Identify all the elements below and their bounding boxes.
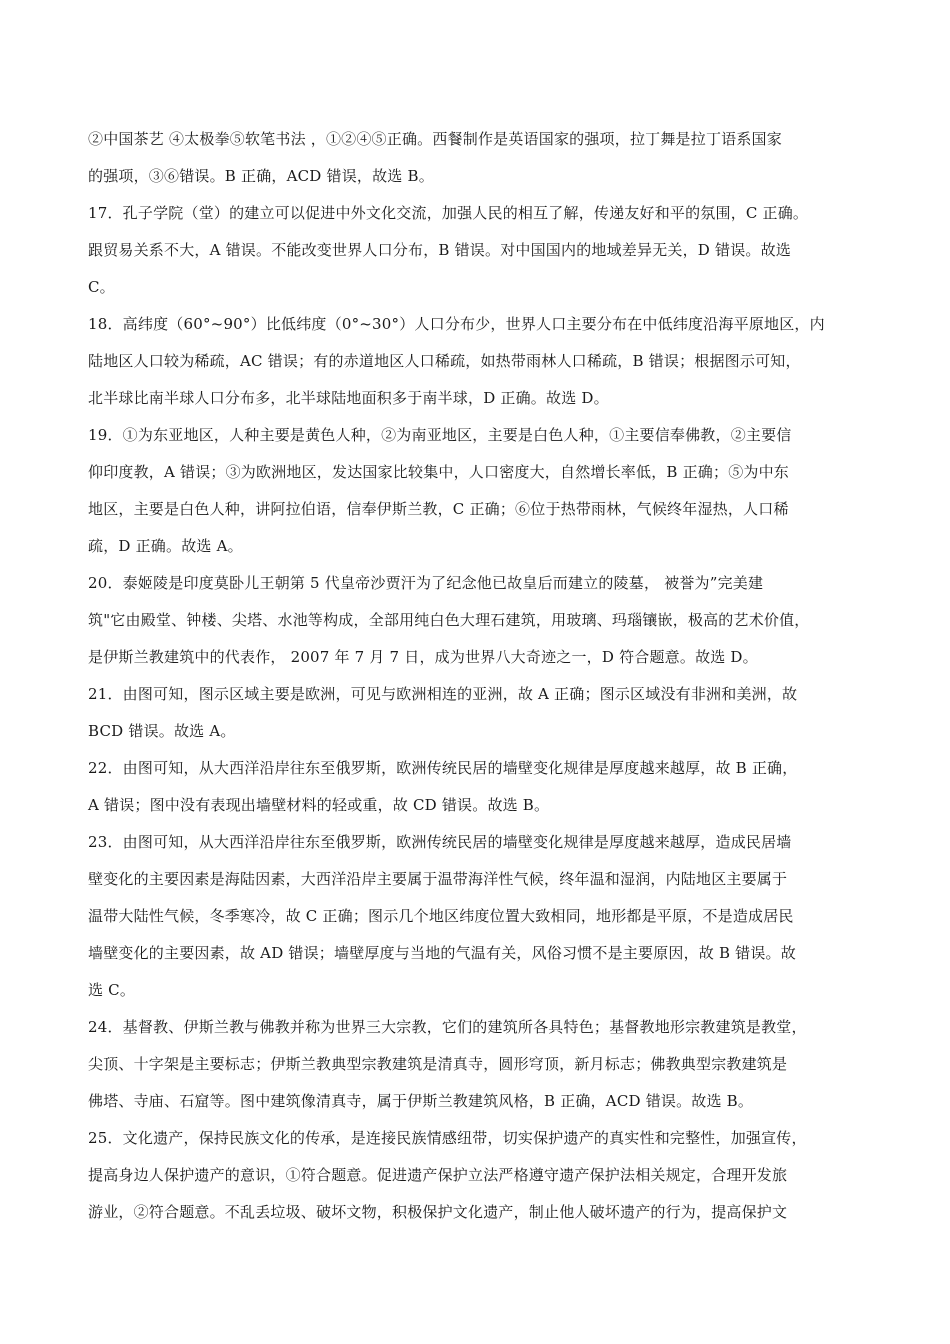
text-line: 地区，主要是白色人种，讲阿拉伯语，信奉伊斯兰教，C 正确；⑥位于热带雨林，气候终年湿热，人口稀	[88, 500, 789, 518]
text-line: 22．由图可知，从大西洋沿岸往东至俄罗斯，欧洲传统民居的墙壁变化规律是厚度越来越厚，故 B 正确，	[88, 759, 798, 777]
text-line: 24．基督教、伊斯兰教与佛教并称为世界三大宗教，它们的建筑所各具特色；基督教地形宗教建筑是教堂，	[88, 1018, 807, 1036]
text-line: 21．由图可知，图示区域主要是欧洲，可见与欧洲相连的亚洲，故 A 正确；图示区域没有非洲和美洲，故	[88, 685, 798, 703]
text-line: 壁变化的主要因素是海陆因素，大西洋沿岸主要属于温带海洋性气候，终年温和湿润，内陆地区主要属于	[88, 870, 788, 888]
text-line: ②中国茶艺 ④太极拳⑤软笔书法 ，①②④⑤正确。西餐制作是英语国家的强项，拉丁舞是拉丁语系国家	[88, 130, 782, 148]
text-line: 23．由图可知，从大西洋沿岸往东至俄罗斯，欧洲传统民居的墙壁变化规律是厚度越来越厚，造成民居墙	[88, 833, 792, 851]
text-line: A 错误；图中没有表现出墙壁材料的轻或重，故 CD 错误。故选 B。	[88, 796, 550, 814]
text-line: 游业，②符合题意。不乱丢垃圾、破坏文物，积极保护文化遗产，制止他人破坏遗产的行为，提高保护文	[88, 1203, 788, 1221]
text-line: 佛塔、寺庙、石窟等。图中建筑像清真寺，属于伊斯兰教建筑风格，B 正确，ACD 错误。故选 B。	[88, 1092, 754, 1110]
text-line: 18．高纬度（60°~90°）比低纬度（0°~30°）人口分布少，世界人口主要分布在中低纬度沿海平原地区，内	[88, 315, 825, 333]
text-line: 筑"它由殿堂、钟楼、尖塔、水池等构成，全部用纯白色大理石建筑，用玻璃、玛瑙镶嵌，极高的艺术价值，	[88, 611, 810, 629]
text-line: 仰印度教，A 错误；③为欧洲地区，发达国家比较集中，人口密度大，自然增长率低，B 正确；⑤为中东	[88, 463, 789, 481]
text-line: 17．孔子学院（堂）的建立可以促进中外文化交流，加强人民的相互了解，传递友好和平的氛围，C 正确。	[88, 204, 809, 222]
text-line: 20．泰姬陵是印度莫卧儿王朝第 5 代皇帝沙贾汗为了纪念他已故皇后而建立的陵墓， 被誉为”完美建	[88, 574, 764, 592]
text-line: 墙壁变化的主要因素，故 AD 错误；墙壁厚度与当地的气温有关，风俗习惯不是主要原因，故 B 错误。故	[88, 944, 796, 962]
text-line: 的强项，③⑥错误。B 正确，ACD 错误，故选 B。	[88, 167, 434, 185]
text-line: 陆地区人口较为稀疏，AC 错误；有的赤道地区人口稀疏，如热带雨林人口稀疏，B 错误；根据图示可知，	[88, 352, 801, 370]
text-line: 跟贸易关系不大，A 错误。不能改变世界人口分布，B 错误。对中国国内的地域差异无关，D 错误。故选	[88, 241, 791, 259]
text-line: 19．①为东亚地区，人种主要是黄色人种，②为南亚地区，主要是白色人种，①主要信奉佛教，②主要信	[88, 426, 792, 444]
text-line: 温带大陆性气候，冬季寒冷，故 C 正确；图示几个地区纬度位置大致相同，地形都是平原，不是造成居民	[88, 907, 794, 925]
text-line: 疏，D 正确。故选 A。	[88, 537, 243, 555]
text-line: 提高身边人保护遗产的意识，①符合题意。促进遗产保护立法严格遵守遗产保护法相关规定，合理开发旅	[88, 1166, 788, 1184]
text-line: 是伊斯兰教建筑中的代表作， 2007 年 7 月 7 日，成为世界八大奇迹之一，D 符合题意。故选 D。	[88, 648, 758, 666]
text-line: 选 C。	[88, 981, 136, 999]
text-line: 北半球比南半球人口分布多，北半球陆地面积多于南半球，D 正确。故选 D。	[88, 389, 609, 407]
answer-text-body	[88, 121, 878, 1231]
text-line: 尖顶、十字架是主要标志；伊斯兰教典型宗教建筑是清真寺，圆形穹顶，新月标志；佛教典型宗教建筑是	[88, 1055, 788, 1073]
text-line: BCD 错误。故选 A。	[88, 722, 236, 740]
text-line: 25．文化遗产，保持民族文化的传承，是连接民族情感纽带，切实保护遗产的真实性和完整性，加强宣传，	[88, 1129, 807, 1147]
text-line: C。	[88, 278, 115, 296]
